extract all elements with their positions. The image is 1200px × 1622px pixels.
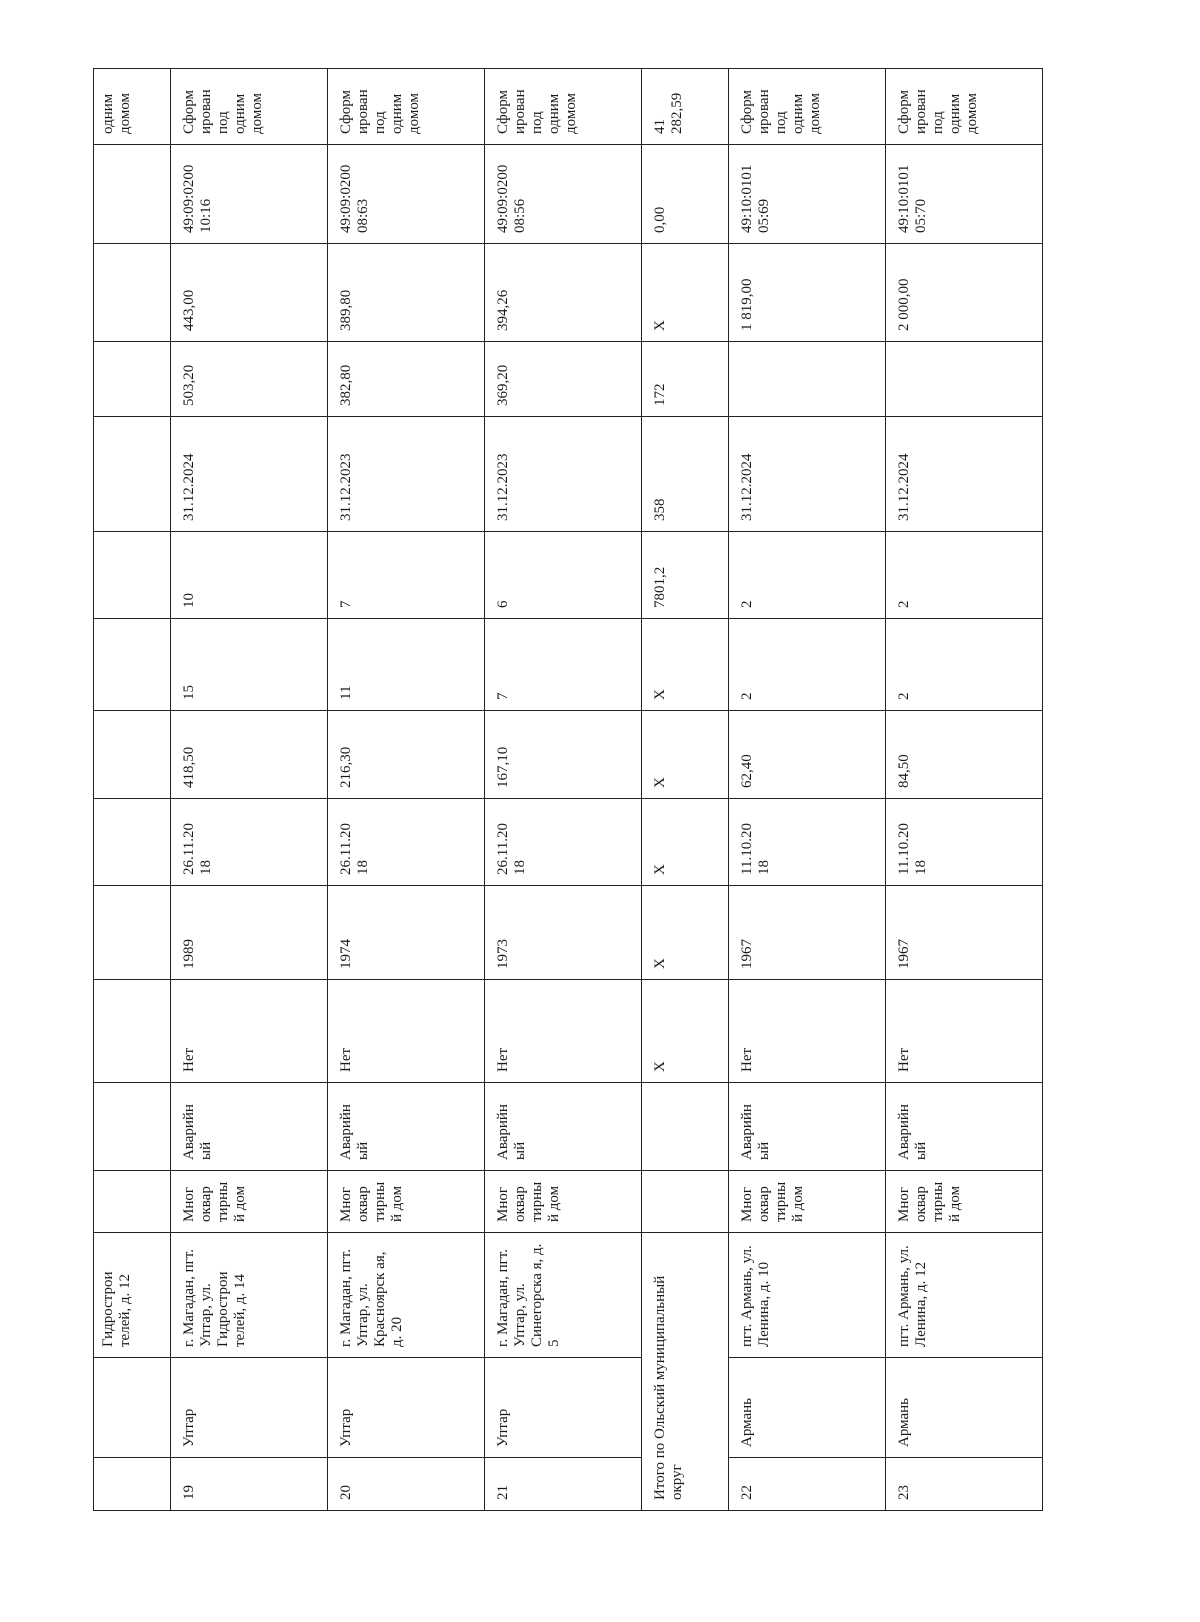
cell-status: Аварийн ый — [886, 1083, 1043, 1171]
cell-address: г. Магадан, пгт. Уптар, ул. Красноярск ая, д. 20 — [328, 1233, 485, 1358]
table-row — [886, 69, 1043, 1511]
cell-col11: 2 — [729, 532, 886, 619]
cell-address: г. Магадан, пгт. Уптар, ул. Синегорска я, д. 5 — [484, 1233, 641, 1358]
cell-settlement: Уптар — [171, 1358, 328, 1458]
table-row — [171, 69, 328, 1511]
table-row — [484, 69, 641, 1511]
cell-date2: 31.12.2023 — [484, 417, 641, 532]
cell-num: 19 — [171, 1458, 328, 1511]
cell-col13: 369,20 — [484, 342, 641, 417]
cell-cadastre — [94, 145, 171, 244]
cell-area: 418,50 — [171, 711, 328, 799]
cell-cadastre: 49:09:0200 10:16 — [171, 145, 328, 244]
cell-land: одним домом — [94, 69, 171, 145]
cell-flag: Нет — [484, 980, 641, 1083]
cell-cadastre: 49:09:0200 08:63 — [328, 145, 485, 244]
cell-land: 41 282,59 — [641, 69, 729, 145]
cell-land: Сформ ирован под одним домом — [171, 69, 328, 145]
cell-year: 1989 — [171, 886, 328, 980]
cell-flag: Нет — [729, 980, 886, 1083]
cell-type: Мног оквар тирны й дом — [886, 1171, 1043, 1233]
cell-date2 — [94, 417, 171, 532]
cell-cadastre: 49:10:0101 05:69 — [729, 145, 886, 244]
cell-col13 — [729, 342, 886, 417]
cell-type — [641, 1171, 729, 1233]
cell-type: Мног оквар тирны й дом — [729, 1171, 886, 1233]
cell-status — [94, 1083, 171, 1171]
cell-land: Сформ ирован под одним домом — [328, 69, 485, 145]
cell-year — [94, 886, 171, 980]
cell-address: пгт. Армань, ул. Ленина, д. 10 — [729, 1233, 886, 1358]
cell-col14 — [94, 244, 171, 342]
cell-land: Сформ ирован под одним домом — [484, 69, 641, 145]
cell-area — [94, 711, 171, 799]
cell-col14: 389,80 — [328, 244, 485, 342]
cell-num: 20 — [328, 1458, 485, 1511]
cell-address: пгт. Армань, ул. Ленина, д. 12 — [886, 1233, 1043, 1358]
cell-date: X — [641, 799, 729, 886]
cell-year: X — [641, 886, 729, 980]
cell-address: г. Магадан, пгт. Уптар, ул. Гидрострои телей, д. 14 — [171, 1233, 328, 1358]
cell-residents: X — [641, 619, 729, 711]
cell-col14: 1 819,00 — [729, 244, 886, 342]
cell-cadastre: 0,00 — [641, 145, 729, 244]
cell-flag: Нет — [328, 980, 485, 1083]
cell-status: Аварийн ый — [484, 1083, 641, 1171]
cell-year: 1974 — [328, 886, 485, 980]
cell-address: Гидрострои телей, д. 12 — [94, 1233, 171, 1358]
cell-settlement: Уптар — [484, 1358, 641, 1458]
cell-num — [94, 1458, 171, 1511]
cell-type — [94, 1171, 171, 1233]
cell-area: X — [641, 711, 729, 799]
cell-date: 26.11.20 18 — [171, 799, 328, 886]
cell-area: 167,10 — [484, 711, 641, 799]
cell-residents: 15 — [171, 619, 328, 711]
cell-residents — [94, 619, 171, 711]
cell-col13: 382,80 — [328, 342, 485, 417]
cell-col14: 443,00 — [171, 244, 328, 342]
cell-status: Аварийн ый — [328, 1083, 485, 1171]
cell-date2: 31.12.2024 — [886, 417, 1043, 532]
cell-date: 26.11.20 18 — [328, 799, 485, 886]
cell-cadastre: 49:09:0200 08:56 — [484, 145, 641, 244]
cell-type: Мног оквар тирны й дом — [171, 1171, 328, 1233]
cell-col13 — [886, 342, 1043, 417]
housing-table — [93, 68, 1043, 1511]
cell-col11: 2 — [886, 532, 1043, 619]
cell-flag: Нет — [886, 980, 1043, 1083]
cell-col14: X — [641, 244, 729, 342]
cell-settlement: Армань — [886, 1358, 1043, 1458]
table-row — [729, 69, 886, 1511]
cell-status: Аварийн ый — [171, 1083, 328, 1171]
cell-date: 11.10.20 18 — [729, 799, 886, 886]
cell-col14: 394,26 — [484, 244, 641, 342]
cell-date2: 31.12.2024 — [729, 417, 886, 532]
cell-status: Аварийн ый — [729, 1083, 886, 1171]
cell-settlement — [94, 1358, 171, 1458]
cell-type: Мног оквар тирны й дом — [328, 1171, 485, 1233]
cell-date: 26.11.20 18 — [484, 799, 641, 886]
cell-year: 1967 — [886, 886, 1043, 980]
cell-col13: 172 — [641, 342, 729, 417]
cell-col14: 2 000,00 — [886, 244, 1043, 342]
cell-col11: 7 — [328, 532, 485, 619]
cell-num: 23 — [886, 1458, 1043, 1511]
cell-land: Сформ ирован под одним домом — [729, 69, 886, 145]
cell-date2: 31.12.2023 — [328, 417, 485, 532]
cell-settlement: Уптар — [328, 1358, 485, 1458]
cell-land: Сформ ирован под одним домом — [886, 69, 1043, 145]
cell-residents: 2 — [729, 619, 886, 711]
total-row — [641, 69, 729, 1511]
cell-date: 11.10.20 18 — [886, 799, 1043, 886]
cell-col11: 7801,2 — [641, 532, 729, 619]
cell-num: 21 — [484, 1458, 641, 1511]
cell-col11: 10 — [171, 532, 328, 619]
cell-residents: 11 — [328, 619, 485, 711]
cell-col13 — [94, 342, 171, 417]
cell-area: 216,30 — [328, 711, 485, 799]
cell-cadastre: 49:10:0101 05:70 — [886, 145, 1043, 244]
table-row — [328, 69, 485, 1511]
cell-area: 62,40 — [729, 711, 886, 799]
table-row — [94, 69, 171, 1511]
cell-type: Мног оквар тирны й дом — [484, 1171, 641, 1233]
cell-settlement: Армань — [729, 1358, 886, 1458]
cell-date2: 358 — [641, 417, 729, 532]
cell-col11 — [94, 532, 171, 619]
cell-date2: 31.12.2024 — [171, 417, 328, 532]
cell-col13: 503,20 — [171, 342, 328, 417]
cell-residents: 7 — [484, 619, 641, 711]
cell-residents: 2 — [886, 619, 1043, 711]
cell-flag — [94, 980, 171, 1083]
cell-status — [641, 1083, 729, 1171]
cell-year: 1967 — [729, 886, 886, 980]
rotated-table-container — [93, 89, 1043, 1511]
cell-year: 1973 — [484, 886, 641, 980]
cell-date — [94, 799, 171, 886]
total-label-cell: Итого по Ольский муниципальный округ — [641, 1233, 729, 1511]
cell-flag: Нет — [171, 980, 328, 1083]
cell-flag: X — [641, 980, 729, 1083]
cell-area: 84,50 — [886, 711, 1043, 799]
cell-num: 22 — [729, 1458, 886, 1511]
cell-col11: 6 — [484, 532, 641, 619]
